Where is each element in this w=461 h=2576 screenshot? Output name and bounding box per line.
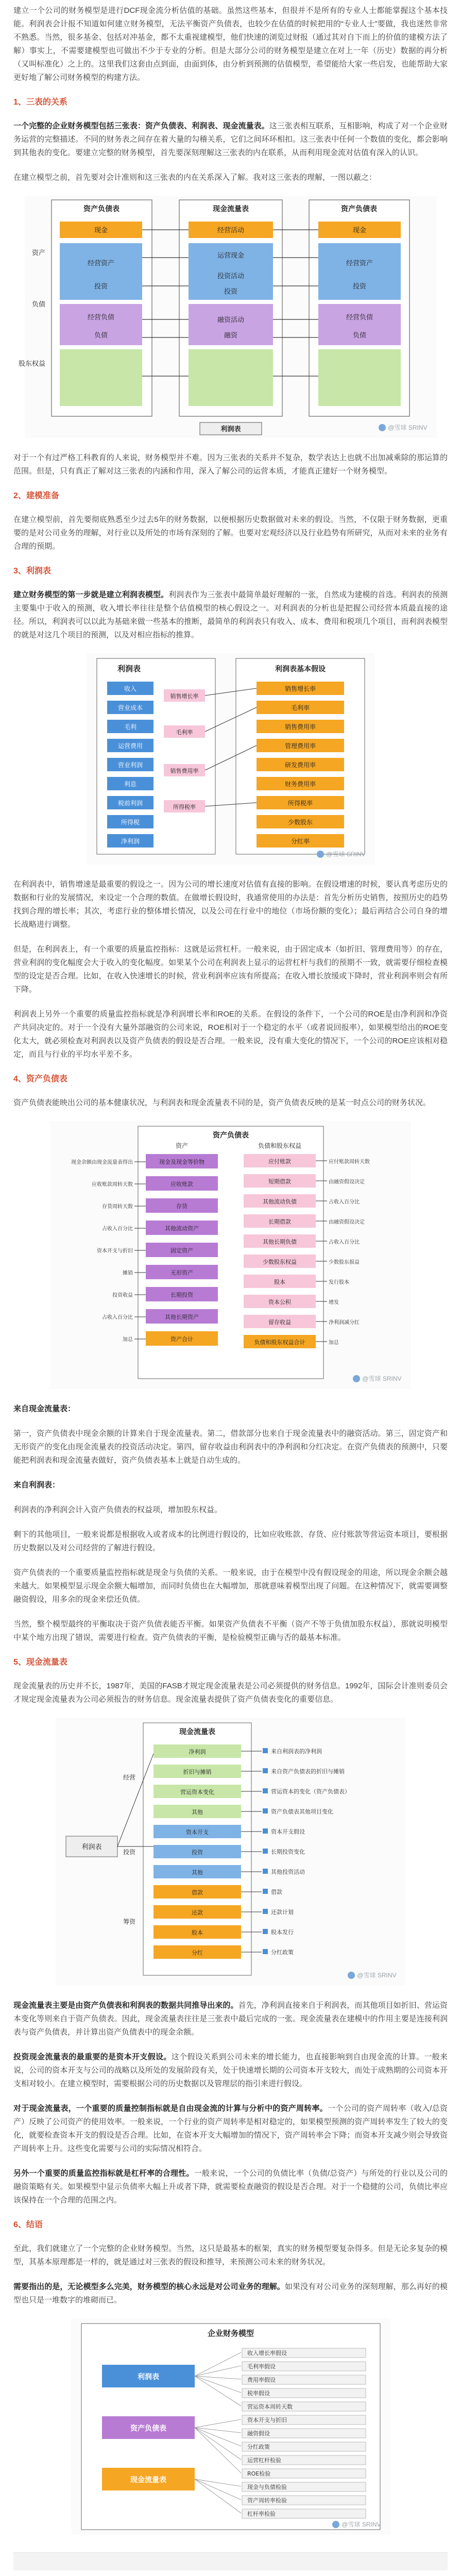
svg-text:投资: 投资 (191, 1849, 203, 1856)
bs-liab-note: 应付账款周转天数 (328, 1159, 370, 1165)
bs-right-notes (316, 1158, 370, 1346)
em-note: 税率假设 (247, 2390, 270, 2397)
equity-right-box (318, 349, 401, 406)
paragraph-from-cf: 第一，资产负债表中现金余额的计算来自于现金流量表。第二，借款部分也来自于现金流量表中的融资活动。第三，固定资产和无形资产的变化由现金流量表的投资活动决定。第四，留存收益由利润表中的净利润和分红决定。在资产负债表的预测中，只要能把利润表和现金流量表做好，资产负债表基本上就是自动生成的。 (13, 1429, 448, 1465)
svg-text:折旧与摊销: 折旧与摊销 (183, 1769, 211, 1775)
svg-text:收入: 收入 (124, 685, 136, 692)
bs-left-title: 资产负债表 (83, 205, 119, 213)
svg-text:负债和股东权益: 负债和股东权益 (258, 1142, 301, 1149)
svg-text:其他长期负债: 其他长期负债 (262, 1239, 297, 1245)
svg-text:资产合计: 资产合计 (170, 1336, 193, 1343)
cf-note-marker (263, 1849, 268, 1854)
bs-liab-note: 占收入百分比 (328, 1199, 360, 1205)
em-note: 收入增长率假设 (247, 2350, 287, 2357)
label-from-income: 来自利润表： (13, 1481, 60, 1489)
paragraph-capex: 投资现金流量表的最重要的是资本开支假设。这个假设关系到公司未来的增长能力，也直接影响到自由现金流的计算。一般来说，公司的资本开支与公司的战略以及所处的发展阶段有关，处于快速增长期的公司资本开支较大，而处于成熟期的公司资本开支相对较小。在建立模型时，需要根据公司的历史数据以及管理层的指引来进行假设。 (13, 2053, 448, 2088)
paragraph-cf-derivation: 现金流量表主要是由资产负债表和利润表的数据共同推导出来的。首先，净利润直接来自于利润表，而其他项目如折旧、营运资本变化等则来自于资产负债表。因此，现金流量表往往是三张表中最后完成的一张。现金流量表在建模中的作用主要是连接利润表与资产负债表，并计算出资产负债表中的现金余额。 (13, 2001, 448, 2037)
bs-liab-note: 由融资假设决定 (328, 1219, 365, 1225)
cf-note: 来自利润表的净利润 (270, 1748, 322, 1755)
svg-text:利润表: 利润表 (81, 1843, 102, 1851)
svg-text:分红: 分红 (191, 1950, 203, 1956)
watermark: @雪球 SRINV (379, 423, 427, 432)
bs-asset-note: 现金余额由现金流量表得出 (71, 1160, 133, 1165)
svg-text:营业成本: 营业成本 (117, 704, 143, 711)
bs-asset-note: 资本开支与折旧 (96, 1248, 133, 1254)
cf-rows (153, 1744, 241, 1959)
svg-text:经营资产: 经营资产 (346, 260, 373, 267)
income-diagram (87, 653, 375, 865)
svg-text:融资: 融资 (224, 332, 237, 340)
cf-note: 营运资本的变化（资产负债表） (270, 1788, 350, 1795)
paragraph-income-model: 建立财务模型的第一步就是建立利润表模型。利润表作为三张表中最简单最好理解的一张，自然成为建模的首选。利润表的预测主要集中于收入的预测，收入增长率往往是整个估值模型的核心假设之一。对利润表的分析也是把握公司经营本质最直接的途径。所以，利润表可以以此为基础来做一些基本的推断，最简单的利润表只有收入、成本、费用和税项几个项目，而利润表模型的就是对这几个项目的预测，以及对相应指标的推算。 (13, 590, 448, 639)
em-note: 运营杠杆检验 (247, 2457, 281, 2464)
cash-flow-diagram (56, 1718, 406, 1986)
svg-text:融资活动: 融资活动 (217, 316, 244, 324)
snowball-logo-icon (348, 1972, 355, 1979)
svg-text:负债和股东权益合计: 负债和股东权益合计 (254, 1339, 305, 1346)
paragraph-cf-history: 现金流量表的历史并不长，1987年，美国的FASB才规定现金流量表是公司必须提供的财务信息。1992年，国际会计准则委员会才规定现金流量表为公司必须报告的财务信息。现金流量表提供了资产负债表变化的重要信息。 (13, 1682, 448, 1704)
figure-cash-flow (56, 1718, 406, 1986)
cf-note: 其他投资活动 (270, 1869, 305, 1875)
svg-text:管理费用率: 管理费用率 (284, 742, 316, 750)
label-from-cf: 来自现金流量表： (13, 1404, 76, 1413)
svg-text:无形资产: 无形资产 (170, 1269, 193, 1276)
bs-left-items (146, 1154, 218, 1346)
income-left-items (107, 682, 153, 848)
em-note: 融资假设 (247, 2430, 270, 2437)
svg-text:毛利率: 毛利率 (291, 704, 310, 711)
svg-text:其他流动资产: 其他流动资产 (164, 1225, 199, 1232)
snowball-logo-icon (332, 2521, 339, 2528)
em-note: 营运资本周转天数 (247, 2403, 293, 2410)
svg-text:销售费用率: 销售费用率 (284, 723, 316, 731)
paragraph-core: 需要指出的是，无论模型多么完美，财务模型的核心永远是对公司业务的理解。如果没有对公司业务的深刻理解，那么再好的模型也只是一堆数字的堆砌而已。 (13, 2282, 448, 2304)
bs-liab-note: 由融资假设决定 (328, 1179, 365, 1185)
svg-text:负债: 负债 (94, 332, 108, 340)
cf-note: 长期投资变化 (270, 1849, 305, 1855)
svg-text:少数股东: 少数股东 (287, 819, 313, 826)
income-assumptions (257, 682, 344, 848)
cf-title: 现金流量表 (212, 205, 249, 213)
svg-text:应收账款: 应收账款 (170, 1181, 193, 1188)
paragraph-operating-leverage: 但是，在利润表上，有一个重要的质量监控指标：这就是运营杠杆。一般来说，由于固定成本（如折旧、管理费用等）的存在，营业利润的变化幅度会大于收入的变化幅度。如果某个公司在利润表上显示的运营杠杆与我们的预期不一致，就需要仔细检查模型的设定是否合理。比如，在收入快速增长的时候，营业利润率应该有所提高；在收入增长放缓或下降时，营业利润率则会有所下降。 (13, 945, 448, 994)
paragraph-other-items: 剩下的其他项目，一般来说都是根据收入或者成本的比例进行假设的，比如应收账款、存货、应付账款等营运资本项目，要根据历史数据以及对公司经营的了解进行假设。 (13, 1530, 448, 1552)
svg-text:少数股东权益: 少数股东权益 (262, 1259, 297, 1265)
cf-note: 分红政策 (270, 1949, 294, 1956)
ops-asset-right-box (318, 243, 401, 300)
em-note: 费用率假设 (247, 2377, 276, 2383)
svg-text:存货: 存货 (176, 1203, 187, 1210)
svg-text:投资活动: 投资活动 (217, 273, 244, 280)
svg-text:营运资本变化: 营运资本变化 (180, 1789, 214, 1795)
svg-text:长期投资: 长期投资 (170, 1292, 193, 1298)
svg-text:股本: 股本 (191, 1929, 203, 1936)
svg-text:固定资产: 固定资产 (170, 1247, 193, 1254)
footer-bar (13, 2552, 448, 2570)
bs-asset-note: 加总 (122, 1337, 133, 1343)
svg-text:净利润: 净利润 (121, 838, 140, 845)
svg-text:其他: 其他 (191, 1809, 203, 1816)
cf-note-marker (263, 1889, 268, 1894)
svg-text:现金: 现金 (352, 227, 366, 234)
svg-text:税前利润: 税前利润 (117, 800, 143, 807)
figure-balance-sheet (50, 1121, 411, 1389)
svg-text:资产: 资产 (175, 1142, 188, 1149)
paragraph-body: 这三张表相互联系，互相影响，构成了对一个企业财务运营的完整描述。不同的财务表之间存在着大量的勾稽关系，它们之间环环相扣。这三张表中任何一个数值的变化，都会影响到其他表的变化。要建立完整的财务模型，首先要深刻理解这三张表的内在联系，从而利用现金流对估值有深入的认识。 (13, 122, 448, 157)
bs-liab-note: 净利润减分红 (328, 1320, 360, 1326)
cf-note-marker (263, 1828, 268, 1834)
equity-left-box (60, 349, 142, 406)
section-title-6: 6、结语 (13, 2221, 43, 2229)
section-title-4: 4、资产负债表 (13, 1075, 67, 1083)
paragraph-simple-math: 对于一个有过严格工科教育的人来说，财务模型并不难。因为三张表的关系并不复杂，数学表达上也就不出加减乘除的那运算的范围。但是，只有真正了解对这三张表的内涵和作用，深入了解公司的运营本质，才能真正建好一个财务模型。 (13, 453, 448, 476)
em-note: 现金与负债检验 (247, 2484, 287, 2490)
cf-note-marker (263, 1869, 268, 1874)
svg-text:长期借款: 长期借款 (268, 1218, 291, 1225)
em-note: ROE检验 (247, 2470, 270, 2477)
paragraph-understanding: 在建立模型之前，首先要对会计准则和这三张表的内在关系深入了解。我对这三张表的理解，一图以蔽之： (13, 173, 377, 182)
bs-liab-note: 增发 (328, 1300, 339, 1306)
bs-left-notes (71, 1159, 146, 1343)
intro-paragraph: 建立一个公司的财务模型是进行DCF现金流分析估值的基础。虽然这些基本，但很并不是所有的专业人士都能掌握这个基本技能。利润表会计报不知道如何建立财务模型，无法平衡资产负债表，也较少在估值的时候把用的“专业人士”要做，我也迷然非常不熟悉。当然，很多基金、包括对冲基金，都不太重视建模型，他们快速的浏览过财报（通过其对自下而上的价值的建模方法了解）事实上，不需要建模型也可做出不少于专业的分析。但是大部分公司的财务模型是建立在对上一年（历史）数据的再分析（又叫标准化）之上的。这里我们这套由点到面，由面到体，由分析到预测的估值模型，希望能给大家一些启发，也能帮助大家更好地了解公司财务模型的构建方法。 (13, 6, 448, 82)
svg-text:销售增长率: 销售增长率 (170, 693, 198, 700)
cf-note: 借款 (270, 1889, 282, 1895)
cf-note: 资本开支假设 (270, 1828, 305, 1835)
cf-note: 还款计划 (270, 1909, 294, 1916)
balance-sheet-diagram (50, 1121, 411, 1389)
figure-enterprise-model (71, 2318, 390, 2535)
watermark: @雪球 SRINV (353, 1374, 401, 1383)
svg-text:研发费用率: 研发费用率 (284, 761, 316, 769)
cf-note: 股本发行 (270, 1929, 294, 1936)
cf-note-marker (263, 1788, 268, 1793)
svg-text:所得税率: 所得税率 (173, 804, 196, 810)
em-boxes (102, 2365, 195, 2490)
svg-text:利息: 利息 (124, 781, 136, 788)
watermark: @雪球 SRINV (348, 1971, 396, 1979)
bs-asset-note: 摊销 (122, 1270, 133, 1276)
svg-text:其他: 其他 (191, 1869, 203, 1876)
svg-text:毛利: 毛利 (124, 723, 136, 731)
section-title-1: 1、三表的关系 (13, 98, 67, 107)
svg-text:所得税率: 所得税率 (287, 800, 313, 807)
bs-asset-note: 应收账款周转天数 (91, 1182, 133, 1188)
equity-label: 股东权益 (18, 360, 45, 368)
cf-note-marker (263, 1768, 268, 1773)
em-title: 企业财务模型 (207, 2329, 254, 2338)
svg-text:销售增长率: 销售增长率 (284, 685, 316, 692)
paragraph-balance: 当然，整个模型最终的平衡取决于资产负债表能否平衡。如果资产负债表不平衡（资产不等于负债加股东权益），那就说明模型中某个地方出现了错误，需要进行检查。资产负债表的平衡，是检验模型正确与否的最基本标准。 (13, 1620, 448, 1642)
svg-text:应付账款: 应付账款 (268, 1158, 291, 1165)
em-note: 杠杆率检验 (247, 2511, 276, 2517)
svg-text:毛利率: 毛利率 (176, 729, 193, 736)
section-title-3: 3、利润表 (13, 567, 51, 575)
paragraph-asset-turnover: 对于现金流量表，一个重要的质量控制指标就是自由现金流的计算与分析中的资产周转率。一个公司的资产周转率（收入/总资产）反映了公司资产的使用效率。一般来说，一个行业的资产周转率是相对稳定的，如果模型预测的资产周转率发生了较大的变化，就要检查资本开支的假设是否合理。比如，在资本开支大幅增加的情况下，资产周转率会下降；而资本开支减少则会导致资产周转率上升。这些变化需要与公司的实际情况相符合。 (13, 2104, 448, 2153)
svg-text:资产负债表: 资产负债表 (130, 2425, 166, 2433)
svg-text:营业利润: 营业利润 (117, 761, 143, 769)
enterprise-model-diagram (71, 2318, 390, 2535)
paragraph-conclusion: 至此，我们就建立了一个完整的企业财务模型。当然，这只是最基本的框架，真实的财务模型要复杂得多。但是无论多复杂的模型，其基本原理都是一样的，就是通过对三张表的假设和推导，来预测公司未来的财务状况。 (13, 2244, 448, 2266)
svg-text:借款: 借款 (191, 1889, 203, 1896)
cf-note-marker (263, 1909, 268, 1914)
ops-asset-left-box (60, 243, 142, 300)
cf-equity-box (189, 349, 273, 406)
svg-text:经营: 经营 (123, 1774, 135, 1781)
paragraph-lead: 一个完整的企业财务模型包括三张表：资产负债表、利润表、现金流量表。 (13, 122, 269, 130)
svg-text:净利润: 净利润 (189, 1749, 206, 1755)
svg-text:财务费用率: 财务费用率 (284, 781, 316, 788)
cf-note-marker (263, 1949, 268, 1954)
svg-text:经营负债: 经营负债 (87, 314, 114, 321)
figure-three-statement-relations (18, 196, 437, 438)
paragraph-growth: 在利润表中，销售增速是最重要的假设之一。因为公司的增长速度对估值有直接的影响。在假设增速的时候，要认真考虑历史的数据和行业的发展情况，来设定一个合理的数值。在做增长假设时，我通常使用的办法是：首先分析历史销售，按照历史的趋势找到合理的增长率；其次，考虑行业的整体增长情况，以及公司在行业中的地位（市场份额的变化）；最后再结合公司自身的增长战略进行调整。 (13, 880, 448, 929)
watermark: @雪球 SRINV (332, 2520, 381, 2529)
svg-text:经营活动: 经营活动 (217, 227, 244, 234)
bs-asset-note: 占收入百分比 (101, 1226, 133, 1232)
cf-notes (241, 1748, 350, 1956)
paragraph-leverage: 另外一个重要的质量监控指标就是杠杆率的合理性。一般来说，一个公司的负债比率（负债/总资产）与所处的行业以及公司的融资策略有关。如果模型中显示负债率大幅上升或者下降，就需要检查融资的假设是否合理。对于一个稳健的公司，负债比率应该保持在一个合理的范围之内。 (13, 2169, 448, 2205)
svg-text:其他流动负债: 其他流动负债 (262, 1198, 297, 1205)
svg-text:投资: 投资 (224, 288, 237, 296)
em-note: 分红政策 (247, 2444, 270, 2450)
svg-text:负债: 负债 (352, 332, 366, 340)
paragraph-three-statements (13, 120, 448, 160)
svg-text:资本公积: 资本公积 (268, 1299, 291, 1306)
bs-asset-note: 占收入百分比 (101, 1315, 133, 1320)
svg-text:经营负债: 经营负债 (346, 314, 373, 321)
section-title-5: 5、现金流量表 (13, 1658, 67, 1667)
svg-text:分红率: 分红率 (291, 838, 310, 845)
snowball-logo-icon (353, 1375, 360, 1382)
liab-label: 负债 (31, 301, 45, 309)
paragraph-balance-sheet: 资产负债表能映出公司的基本健康状况，与利润表和现金流量表不同的是，资产负债表反映的是某一时点公司的财务状况。 (13, 1098, 431, 1107)
svg-text:资本开支: 资本开支 (185, 1829, 209, 1836)
cf-note: 资产负债表其他项目变化 (270, 1808, 333, 1815)
svg-text:其他长期资产: 其他长期资产 (164, 1314, 199, 1320)
bs-liab-note: 加总 (328, 1340, 339, 1346)
snowball-logo-icon (317, 851, 324, 858)
svg-text:短期借款: 短期借款 (268, 1178, 291, 1185)
svg-text:投资: 投资 (352, 283, 366, 291)
relation-diagram (18, 196, 437, 438)
watermark: @雪球 SRINV (317, 850, 365, 858)
em-note: 资本开支与折旧 (247, 2417, 287, 2424)
svg-text:经营资产: 经营资产 (87, 260, 114, 267)
svg-text:现金及现金等价物: 现金及现金等价物 (159, 1159, 204, 1165)
paragraph-roe: 利润表上另外一个重要的质量监控指标就是净利润增长率和ROE的关系。在假设的条件下，一个公司的ROE是由净利润和净资产共同决定的。对于一个没有大量外部融资的公司来说，ROE相对于一个稳定的水平（或者说回报率），如果模型给出的ROE变化太大，就必须检查对利润表以及资产负债表的假设是否合理。一般来说，没有重大变化的情况下，一个公司的ROE应该相对稳定，而且与行业的平均水平差不多。 (13, 1010, 448, 1059)
svg-text:利润表: 利润表 (137, 2373, 159, 2381)
em-note: 资产周转率检验 (247, 2497, 287, 2504)
svg-text:所得税: 所得税 (121, 819, 140, 826)
svg-text:利润表: 利润表 (220, 426, 241, 433)
bs-right-title: 资产负债表 (340, 205, 377, 213)
cf-note-marker (263, 1808, 268, 1814)
paragraph-cash-debt: 资产负债表的一个重要质量监控指标就是现金与负债的关系。一般来说，由于在模型中没有假设现金的用途，所以现金余额会越来越大。如果模型显示现金余额大幅增加，而同时负债也在大幅增加，那就意味着模型出现了问题。在这种情况下，就需要调整融资假设，用多余的现金来偿还负债。 (13, 1568, 448, 1604)
snowball-logo-icon (379, 424, 386, 431)
svg-text:投资: 投资 (123, 1849, 135, 1856)
bs-liab-note: 发行股本 (328, 1280, 349, 1285)
paragraph-from-income: 利润表的净利润会计入资产负债表的权益项，增加股东权益。 (13, 1505, 223, 1514)
svg-text:销售费用率: 销售费用率 (170, 768, 198, 774)
svg-text:还款: 还款 (191, 1909, 203, 1916)
cf-diagram-title: 现金流量表 (179, 1728, 215, 1736)
bs-liab-note: 占收入百分比 (328, 1240, 360, 1245)
bs-liab-note: 少数股东损益 (328, 1260, 360, 1265)
cf-note-marker (263, 1929, 268, 1934)
svg-text:投资: 投资 (94, 283, 108, 291)
bs-title: 资产负债表 (212, 1131, 249, 1140)
income-title: 利润表 (117, 664, 141, 673)
svg-text:运营现金: 运营现金 (217, 252, 244, 260)
svg-text:股本: 股本 (274, 1279, 285, 1285)
paragraph-preparation: 在建立模型前，首先要彻底熟悉至少过去5年的财务数据，以便根据历史数据做对未来的假设。当然，不仅限于财务数据，更重要的是对公司业务的理解，对行业以及所处的市场有深刻的了解。也要对宏观经济以及行业趋势有所研究，从而对未来的业务有合理的预期。 (13, 515, 448, 551)
svg-text:运营费用: 运营费用 (117, 742, 143, 750)
assumption-title: 利润表基本假设 (275, 665, 326, 673)
cf-note-marker (263, 1748, 268, 1753)
svg-text:留存收益: 留存收益 (268, 1319, 291, 1326)
svg-text:现金: 现金 (94, 227, 108, 234)
svg-text:现金流量表: 现金流量表 (130, 2476, 166, 2484)
assets-label: 资产 (31, 249, 45, 257)
cf-note: 来自资产负债表的折旧与摊销 (270, 1768, 345, 1775)
em-note: 毛利率假设 (247, 2363, 276, 2370)
svg-text:筹资: 筹资 (123, 1918, 135, 1925)
section-title-2: 2、建模准备 (13, 492, 59, 500)
figure-income-statement (87, 653, 375, 865)
bs-asset-note: 存货周转天数 (101, 1204, 133, 1210)
bs-asset-note: 投资收益 (112, 1293, 133, 1298)
